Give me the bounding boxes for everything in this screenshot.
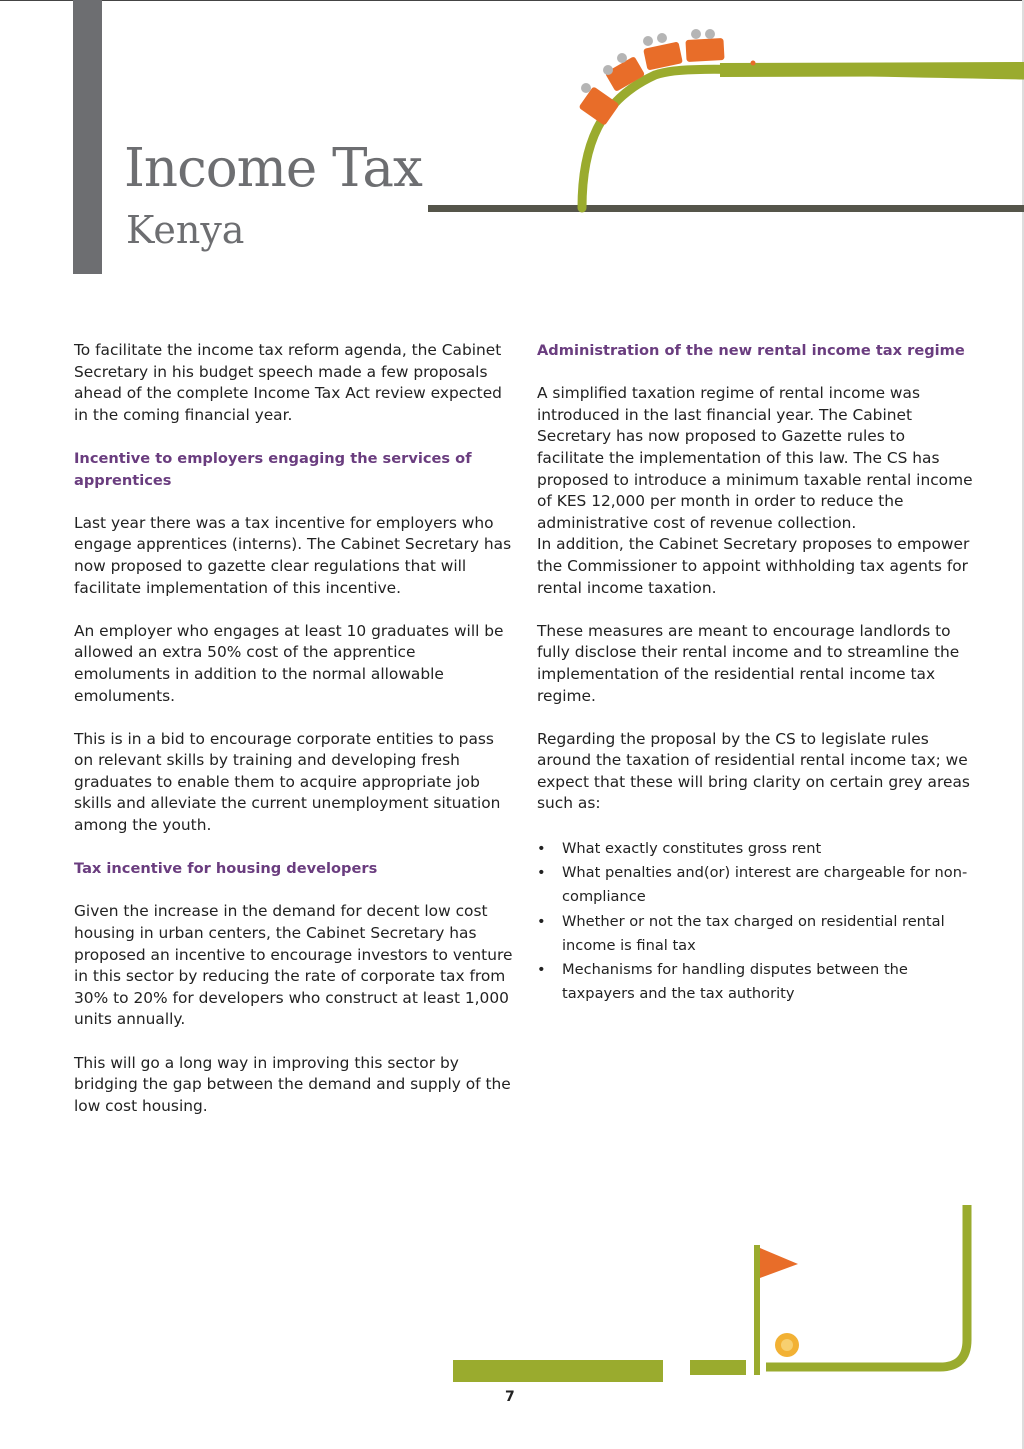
rollercoaster-illustration	[570, 25, 1024, 215]
rental-paragraph-1b: In addition, the Cabinet Secretary proposes to empower the Commissioner to appoint withholding tax agents for rental income taxation.	[537, 535, 970, 597]
bullet-icon: •	[537, 863, 546, 881]
golf-course-illustration	[450, 1200, 1024, 1390]
list-item-text: Mechanisms for handling disputes between the taxpayers and the tax authority	[562, 961, 908, 1003]
list-item	[537, 910, 977, 959]
rental-paragraph-3: Regarding the proposal by the CS to legislate rules around the taxation of residential rental income tax; we expect that these will bring clarity on certain grey areas such as:	[537, 729, 970, 813]
top-border	[0, 0, 1024, 1]
bullet-icon: •	[537, 912, 546, 930]
list-item	[537, 958, 977, 1007]
left-column	[74, 340, 514, 1139]
housing-paragraph-1: Given the increase in the demand for decent low cost housing in urban centers, the Cabinet Secretary has proposed an incentive to encourage investors to venture in this sector by reducing the rate of corporate tax from 30% to 20% for developers who construct at least 1,000 units annually.	[74, 902, 513, 1029]
apprentices-paragraph-3: This is in a bid to encourage corporate entities to pass on relevant skills by training and developing fresh graduates to enable them to acquire appropriate job skills and alleviate the current unemployment situation among the youth.	[74, 729, 501, 835]
apprentices-paragraph-2: An employer who engages at least 10 graduates will be allowed an extra 50% cost of the apprentice emoluments in addition to the normal allowable emoluments.	[74, 621, 504, 705]
apprentices-paragraph-1: Last year there was a tax incentive for employers who engage apprentices (interns). The Cabinet Secretary has now proposed to gazette clear regulations that will facilitate implementation of this incentive.	[74, 513, 512, 597]
housing-paragraph-2: This will go a long way in improving this sector by bridging the gap between the demand and supply of the low cost housing.	[74, 1053, 511, 1115]
list-item	[537, 837, 977, 861]
page-subtitle: Kenya	[126, 208, 245, 252]
list-item-text: What exactly constitutes gross rent	[562, 839, 822, 857]
right-column	[537, 340, 977, 1007]
bullet-icon: •	[537, 839, 546, 857]
bullet-icon: •	[537, 961, 546, 979]
rental-paragraph-1: A simplified taxation regime of rental income was introduced in the last financial year. The Cabinet Secretary has now proposed to Gazette rules to facilitate the implementation of this law. The CS has proposed to introduce a minimum taxable rental income of KES 12,000 per month in order to reduce the administrative cost of revenue collection.	[537, 384, 973, 532]
list-item	[537, 861, 977, 910]
title-accent-bar	[73, 0, 102, 274]
intro-paragraph: To facilitate the income tax reform agenda, the Cabinet Secretary in his budget speech made a few proposals ahead of the complete Income Tax Act review expected in the coming financial year.	[74, 341, 502, 424]
rental-heading: Administration of the new rental income tax regime	[537, 342, 965, 359]
grey-areas-list	[537, 837, 977, 1007]
apprentices-heading: Incentive to employers engaging the services of apprentices	[74, 449, 472, 489]
page-title: Income Tax	[124, 138, 422, 199]
list-item-text: Whether or not the tax charged on residential rental income is final tax	[562, 912, 945, 954]
housing-heading: Tax incentive for housing developers	[74, 860, 378, 878]
list-item-text: What penalties and(or) interest are chargeable for non-compliance	[562, 863, 968, 906]
rental-paragraph-2: These measures are meant to encourage landlords to fully disclose their rental income and to streamline the implementation of the residential rental income tax regime.	[537, 621, 960, 705]
page-number: 7	[505, 1389, 515, 1405]
